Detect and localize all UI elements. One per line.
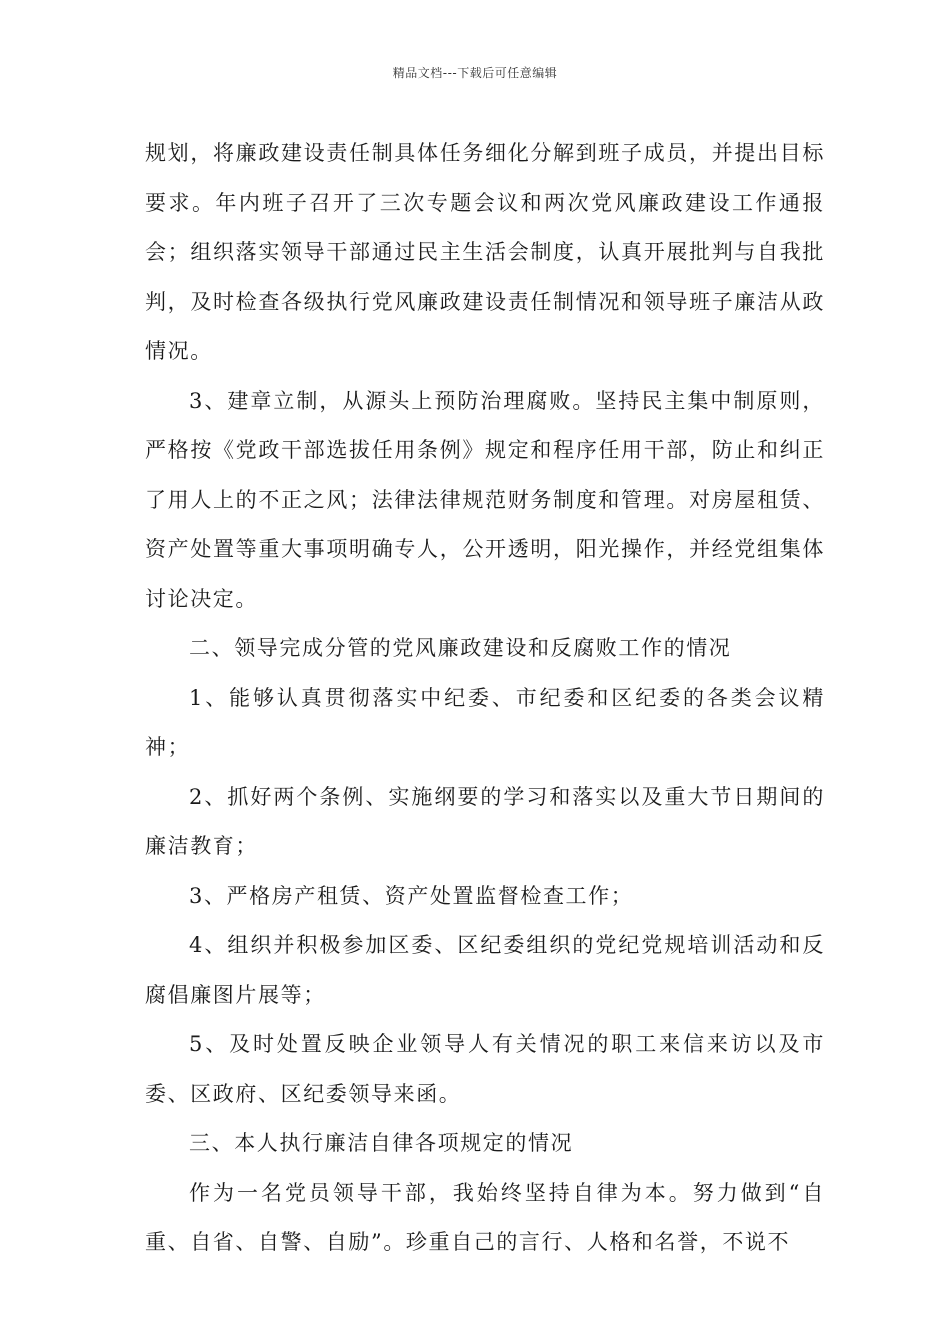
paragraph-item-3: 3、建章立制，从源头上预防治理腐败。坚持民主集中制原则，严格按《党政干部选拔任用条例》规定和程序任用干部，防止和纠正了用人上的不正之风；法律法律规范财务制度和管理。对房屋租赁、资产处置等重大事项明确专人，公开透明，阳光操作，并经党组集体讨论决定。	[145, 388, 825, 611]
paragraph-self-discipline: 作为一名党员领导干部，我始终坚持自律为本。努力做到“自重、自省、自警、自励”。珍重自己的言行、人格和名誉，不说不	[145, 1180, 825, 1254]
list-item-4: 4、组织并积极参加区委、区纪委组织的党纪党规培训活动和反腐倡廉图片展等；	[145, 933, 825, 1007]
document-body	[145, 129, 825, 1268]
paragraph-continuation: 规划，将廉政建设责任制具体任务细化分解到班子成员，并提出目标要求。年内班子召开了三次专题会议和两次党风廉政建设工作通报会；组织落实领导干部通过民主生活会制度，认真开展批判与自我批判，及时检查各级执行党风廉政建设责任制情况和领导班子廉洁从政情况。	[145, 141, 825, 363]
page-header: 精品文档---下载后可任意编辑	[392, 66, 558, 80]
list-item-1: 1、能够认真贯彻落实中纪委、市纪委和区纪委的各类会议精神；	[145, 685, 825, 759]
list-item-5: 5、及时处置反映企业领导人有关情况的职工来信来访以及市委、区政府、区纪委领导来函。	[145, 1032, 825, 1106]
list-item-2: 2、抓好两个条例、实施纲要的学习和落实以及重大节日期间的廉洁教育；	[145, 784, 825, 858]
section-heading-2: 二、领导完成分管的党风廉政建设和反腐败工作的情况	[189, 636, 732, 660]
list-item-3: 3、严格房产租赁、资产处置监督检查工作；	[189, 883, 634, 908]
section-heading-3: 三、本人执行廉洁自律各项规定的情况	[189, 1131, 574, 1155]
